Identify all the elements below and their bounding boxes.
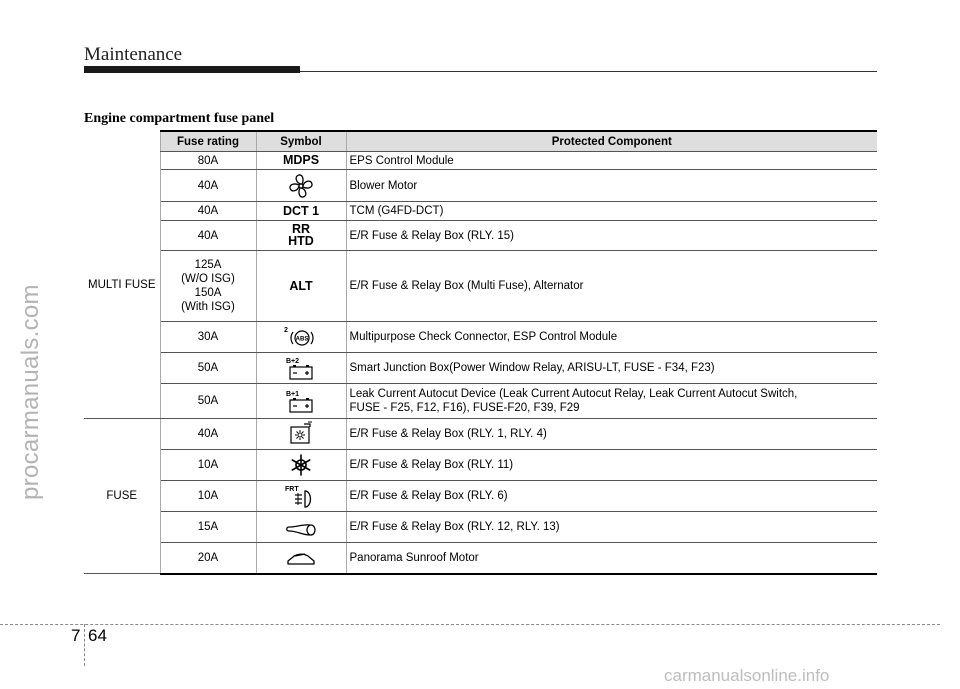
battery-label: B+1 <box>286 391 300 398</box>
mdps-symbol-text: MDPS <box>282 153 320 167</box>
symbol-horn <box>256 512 346 543</box>
sunroof-icon <box>281 545 321 571</box>
fuse-rating: 30A <box>160 322 256 353</box>
symbol-battery-b1 <box>256 384 346 419</box>
protected-component: Smart Junction Box(Power Window Relay, ARISU-LT, FUSE - F34, F23) <box>346 353 877 384</box>
group-header-cell <box>84 131 160 152</box>
fuse-rating: 80A <box>160 152 256 170</box>
component-line: Leak Current Autocut Device (Leak Current Autocut Relay, Leak Current Autocut Switch, <box>349 388 798 400</box>
protected-component: E/R Fuse & Relay Box (RLY. 1, RLY. 4) <box>346 419 877 450</box>
protected-component: E/R Fuse & Relay Box (Multi Fuse), Alternator <box>346 251 877 322</box>
component-line: FUSE - F25, F12, F16), FUSE-F20, F39, F29 <box>349 402 580 414</box>
protected-component: EPS Control Module <box>346 152 877 170</box>
header-bar <box>84 66 300 73</box>
fuse-rating: 40A <box>160 170 256 202</box>
rating-line: 125A <box>194 259 222 271</box>
page-number: 64 <box>88 626 107 645</box>
abs-icon <box>281 324 321 350</box>
group-fuse: FUSE <box>84 419 160 574</box>
protected-component: Panorama Sunroof Motor <box>346 543 877 574</box>
symbol-mdps <box>256 152 346 170</box>
symbol-ecu <box>256 419 346 450</box>
fuse-rating: 40A <box>160 202 256 221</box>
horn-icon <box>281 514 321 540</box>
symbol-ac <box>256 450 346 481</box>
header-protected-component: Protected Component <box>346 131 877 152</box>
header-fuse-rating: Fuse rating <box>160 131 256 152</box>
battery-icon <box>281 388 321 414</box>
bottom-watermark: carmanualsonline.info <box>664 666 830 685</box>
table-header-row <box>84 131 877 152</box>
abs-inner-text: ABS <box>295 336 309 343</box>
table-row <box>84 170 877 202</box>
group-multi-fuse: MULTI FUSE <box>84 152 160 419</box>
fuse-rating: 10A <box>160 450 256 481</box>
dct1-symbol-text: DCT 1 <box>282 203 320 218</box>
rating-line: (With ISG) <box>181 301 235 313</box>
protected-component: E/R Fuse & Relay Box (RLY. 12, RLY. 13) <box>346 512 877 543</box>
protected-component: E/R Fuse & Relay Box (RLY. 6) <box>346 481 877 512</box>
protected-component: Multipurpose Check Connector, ESP Control Module <box>346 322 877 353</box>
battery-icon <box>281 355 321 381</box>
fuse-rating: 40A <box>160 221 256 251</box>
header-symbol: Symbol <box>256 131 346 152</box>
fuse-rating: 10A <box>160 481 256 512</box>
rr-text: RR <box>291 222 311 236</box>
htd-text: HTD <box>288 234 314 248</box>
symbol-dct1 <box>256 202 346 221</box>
header-rule <box>300 71 877 72</box>
footer-divider <box>84 624 85 666</box>
fuse-rating: 50A <box>160 353 256 384</box>
alt-symbol-text: ALT <box>289 278 313 293</box>
fuse-rating: 40A <box>160 419 256 450</box>
table-row <box>84 512 877 543</box>
fuse-rating: 50A <box>160 384 256 419</box>
front-defog-icon <box>281 483 321 509</box>
protected-component <box>346 384 877 419</box>
table-row <box>84 353 877 384</box>
table-row <box>84 384 877 419</box>
protected-component: E/R Fuse & Relay Box (RLY. 11) <box>346 450 877 481</box>
footer-rule <box>0 624 940 625</box>
abs-label: 2 <box>284 327 288 334</box>
table-row <box>84 419 877 450</box>
rating-line: 150A <box>194 287 222 299</box>
blower-fan-icon <box>288 173 314 199</box>
fuse-rating: 15A <box>160 512 256 543</box>
rr-htd-symbol-text <box>288 223 314 247</box>
symbol-rr-htd <box>256 221 346 251</box>
symbol-front-defog <box>256 481 346 512</box>
chapter-number: 7 <box>71 626 81 645</box>
fuse-rating <box>160 251 256 322</box>
table-row <box>84 202 877 221</box>
protected-component: Blower Motor <box>346 170 877 202</box>
table-row <box>84 221 877 251</box>
fuse-table <box>84 130 877 575</box>
section-title: Engine compartment fuse panel <box>84 111 275 126</box>
fuse-rating: 20A <box>160 543 256 574</box>
defog-label: FRT <box>285 486 299 493</box>
symbol-alt <box>256 251 346 322</box>
table-row <box>84 450 877 481</box>
protected-component: E/R Fuse & Relay Box (RLY. 15) <box>346 221 877 251</box>
symbol-battery-b2 <box>256 353 346 384</box>
table-row <box>84 543 877 574</box>
symbol-sunroof <box>256 543 346 574</box>
symbol-abs <box>256 322 346 353</box>
rating-line: (W/O ISG) <box>181 273 235 285</box>
side-watermark: procarmanuals.com <box>17 284 44 500</box>
ecu-chip-icon <box>286 421 316 447</box>
table-row <box>84 251 877 322</box>
symbol-blower <box>256 170 346 202</box>
battery-label: B+2 <box>286 358 300 365</box>
header-title: Maintenance <box>84 44 183 65</box>
table-row <box>84 322 877 353</box>
ac-snowflake-icon <box>288 452 314 478</box>
protected-component: TCM (G4FD-DCT) <box>346 202 877 221</box>
table-row <box>84 152 877 170</box>
table-row <box>84 481 877 512</box>
